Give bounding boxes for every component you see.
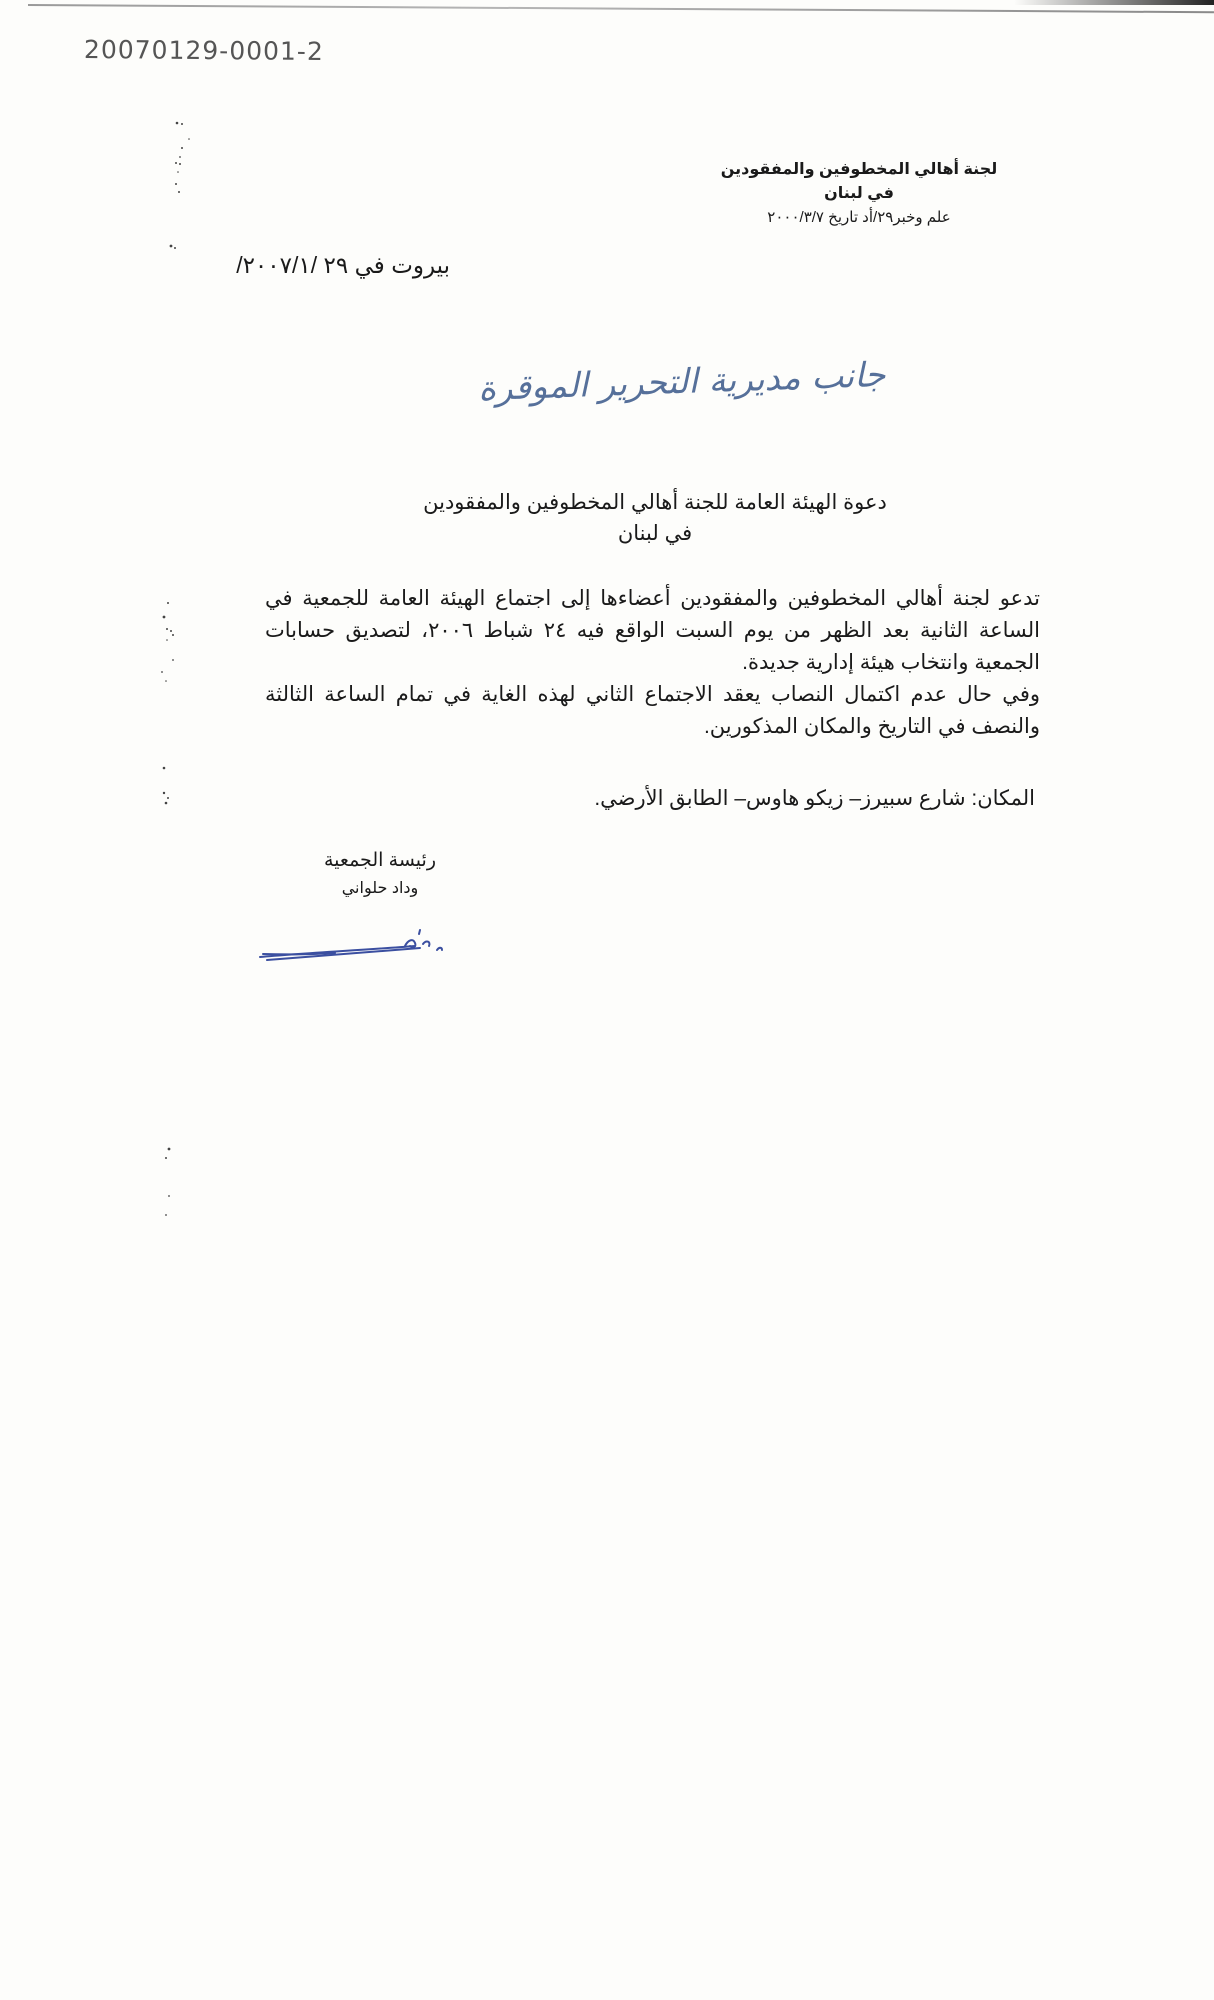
document-title <box>400 487 910 549</box>
handwritten-salutation: جانب مديرية التحرير الموقرة <box>477 354 887 410</box>
registration-number: علم وخبر٢٩/أد تاريخ ٢٠٠٠/٣/٧ <box>767 209 951 226</box>
signatory-name: وداد حلواني <box>341 880 419 897</box>
signature-block <box>300 846 460 902</box>
title-line-2: في لبنان <box>617 522 693 545</box>
organization-country: في لبنان <box>824 185 894 202</box>
meeting-place: المكان: شارع سبيرز– زيكو هاوس– الطابق الأرضي. <box>594 787 1035 810</box>
letterhead <box>679 158 1039 230</box>
signatory-title: رئيسة الجمعية <box>323 850 436 871</box>
title-line-1: دعوة الهيئة العامة للجنة أهالي المخطوفين والمفقودين <box>423 491 887 514</box>
organization-name: لجنة أهالي المخطوفين والمفقودين <box>720 161 998 178</box>
scan-margin-specks <box>0 0 220 2000</box>
date-line: بيروت في ٢٩ /٢٠٠٧/١/ <box>236 252 450 278</box>
body-paragraph-2: وفي حال عدم اكتمال النصاب يعقد الاجتماع الثاني لهذه الغاية في تمام الساعة الثالثة والنصف في التاريخ والمكان المذكورين. <box>265 683 1040 738</box>
body-paragraph-1: تدعو لجنة أهالي المخطوفين والمفقودين أعضاءها إلى اجتماع الهيئة العامة للجمعية في الساعة الثانية بعد الظهر من يوم السبت الواقع فيه ٢٤ شباط ٢٠٠٦، لتصديق حسابات الجمعية وانتخاب هيئة إدارية جديدة. <box>265 587 1041 674</box>
handwritten-reference-number: 20070129-0001-2 <box>83 34 324 67</box>
scan-corner-shadow <box>1014 0 1214 5</box>
letter-body <box>265 583 1040 743</box>
handwritten-signature <box>255 920 455 965</box>
